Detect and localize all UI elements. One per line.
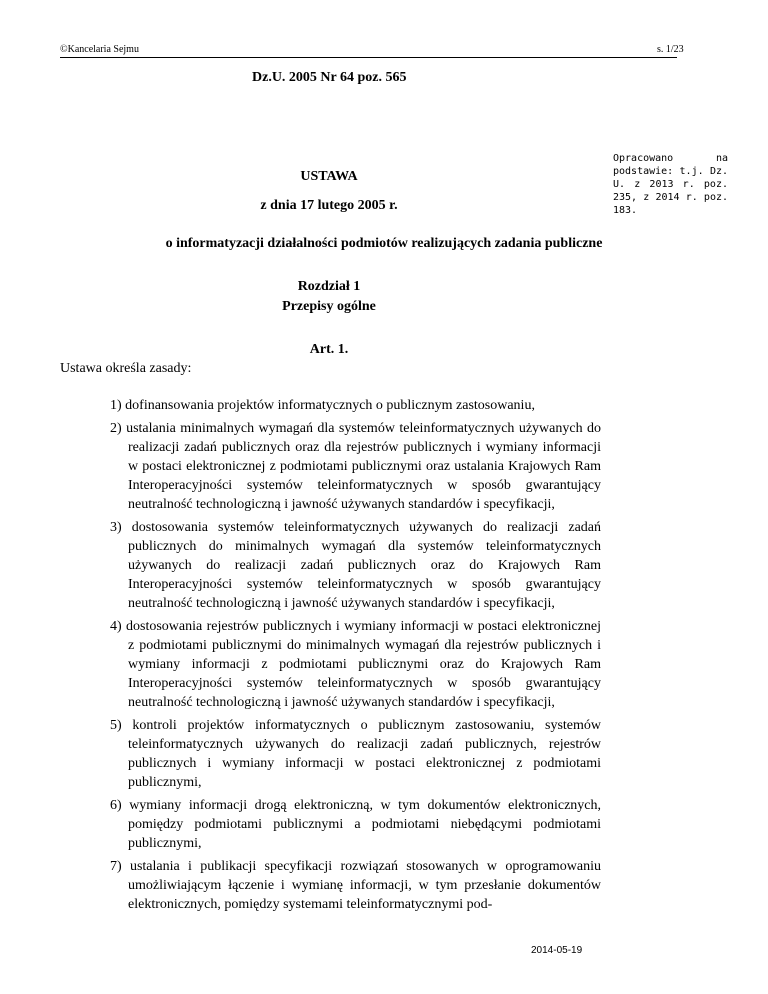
act-title: o informatyzacji działalności podmiotów realizujących zadania publiczne — [165, 236, 603, 251]
header-publisher: ©Kancelaria Sejmu — [60, 44, 139, 55]
journal-citation: Dz.U. 2005 Nr 64 poz. 565 — [252, 70, 407, 85]
list-item: 3) dostosowania systemów teleinformatycznych używanych do realizacji zadań publicznych do minimalnych wymagań dla systemów teleinformatycznych używanych do realizacji zadań publicznych oraz do Krajowych Ram Interoperacyjności systemów teleinformatycznych w sposób gwarantujący neutralność technologiczną i jawność używanych standardów i specyfikacji, — [110, 520, 601, 611]
act-type: USTAWA — [300, 169, 358, 184]
list-item: 5) kontroli projektów informatycznych o publicznym zastosowaniu, systemów teleinformatycznych używanych do realizacji zadań publicznych, rejestrów publicznych i wymiany informacji w postaci elektronicznej z podmiotami publicznymi, — [110, 718, 601, 790]
header-page-number: s. 1/23 — [657, 44, 684, 55]
chapter-number: Rozdział 1 — [297, 279, 361, 294]
article-intro: Ustawa określa zasady: — [60, 361, 192, 376]
chapter-name: Przepisy ogólne — [282, 299, 376, 314]
article-items — [110, 396, 601, 914]
list-item: 6) wymiany informacji drogą elektroniczną, w tym dokumentów elektronicznych, pomiędzy podmiotami publicznymi a podmiotami niebędącymi podmiotami publicznymi, — [110, 798, 601, 851]
header-divider — [60, 57, 677, 58]
list-item: 1) dofinansowania projektów informatycznych o publicznym zastosowaniu, — [110, 398, 535, 413]
source-note: Opracowano na podstawie: t.j. Dz. U. z 2013 r. poz. 235, z 2014 r. poz. 183. — [613, 153, 728, 216]
article-number: Art. 1. — [309, 342, 349, 357]
list-item: 2) ustalania minimalnych wymagań dla systemów teleinformatycznych używanych do realizacji zadań publicznych oraz dla rejestrów publicznych i wymiany informacji w postaci elektronicznej z podmiotami publicznymi oraz ustalania Krajowych Ram Interoperacyjności systemów teleinformatycznych w sposób gwarantujący neutralność technologiczną i jawność używanych standardów i specyfikacji, — [110, 421, 601, 512]
list-item: 7) ustalania i publikacji specyfikacji rozwiązań stosowanych w oprogramowaniu umożliwiającym łączenie i wymianę informacji, w tym przesłanie dokumentów elektronicznych, pomiędzy systemami teleinformatycznymi pod- — [110, 859, 601, 912]
act-date: z dnia 17 lutego 2005 r. — [260, 198, 398, 213]
list-item: 4) dostosowania rejestrów publicznych i wymiany informacji w postaci elektronicznej z podmiotami publicznymi do minimalnych wymagań dla rejestrów publicznych i wymiany informacji z podmiotami publicznymi oraz do Krajowych Ram Interoperacyjności systemów teleinformatycznych w sposób gwarantujący neutralność technologiczną i jawność używanych standardów i specyfikacji, — [110, 619, 601, 710]
footer-date: 2014-05-19 — [531, 945, 583, 956]
